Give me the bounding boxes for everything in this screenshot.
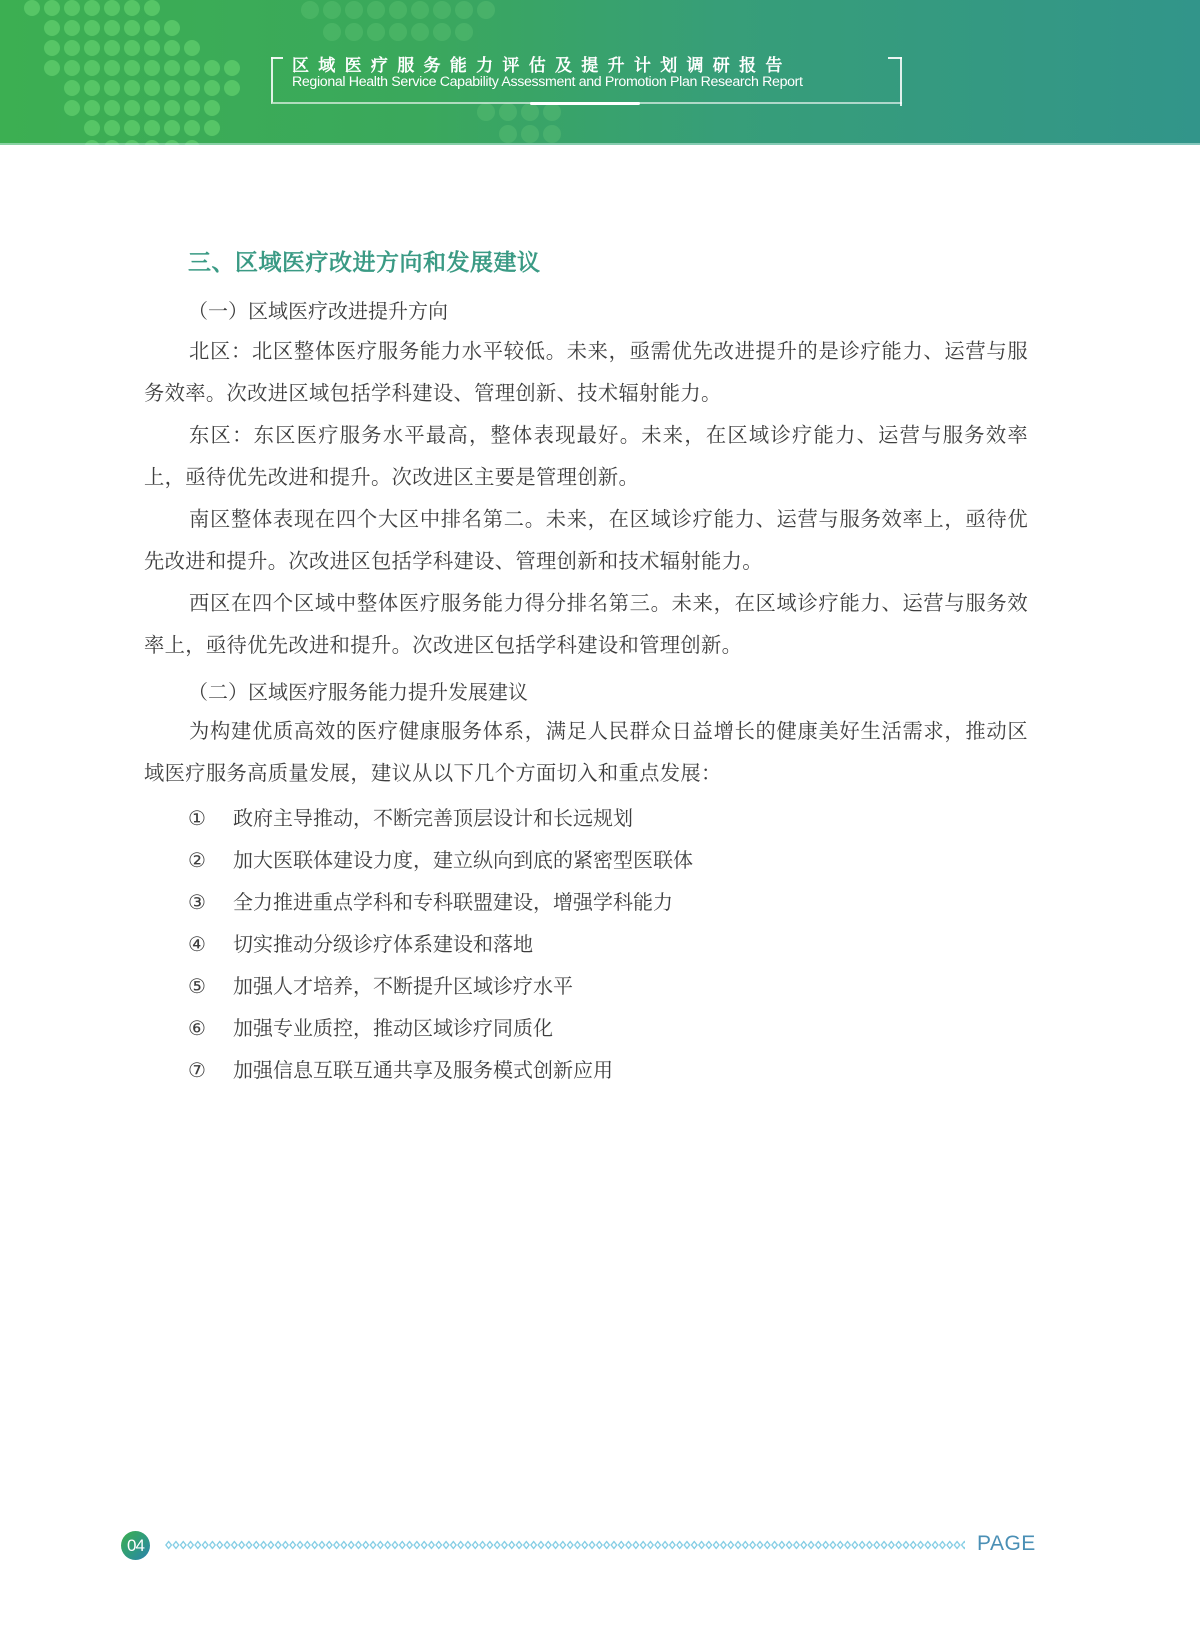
title-frame-highlight	[530, 102, 640, 105]
list-item	[188, 970, 573, 999]
paragraph-north: 北区：北区整体医疗服务能力水平较低。未来，亟需优先改进提升的是诊疗能力、运营与服务效率。次改进区域包括学科建设、管理创新、技术辐射能力。	[144, 339, 1028, 405]
list-number: ⑤	[188, 974, 206, 998]
list-item	[188, 1012, 553, 1041]
report-title-cn: 区域医疗服务能力评估及提升计划调研报告	[292, 56, 792, 76]
paragraph-west: 西区在四个区域中整体医疗服务能力得分排名第三。未来，在区域诊疗能力、运营与服务效率上，亟待优先改进和提升。次改进区包括学科建设和管理创新。	[144, 591, 1028, 657]
list-text: 加强人才培养，不断提升区域诊疗水平	[233, 974, 573, 998]
list-number: ①	[188, 806, 206, 830]
page-number-badge: 04	[121, 1531, 150, 1560]
list-number: ⑦	[188, 1058, 206, 1082]
list-text: 切实推动分级诊疗体系建设和落地	[233, 932, 533, 956]
dotted-divider-line	[165, 1539, 965, 1551]
list-number: ④	[188, 932, 206, 956]
paragraph-intro: 为构建优质高效的医疗健康服务体系，满足人民群众日益增长的健康美好生活需求，推动区域医疗服务高质量发展，建议从以下几个方面切入和重点发展：	[144, 719, 1028, 785]
header-banner	[0, 0, 1200, 145]
title-frame-right-edge	[900, 57, 902, 106]
report-title-en: Regional Health Service Capability Assessment and Promotion Plan Research Report	[292, 74, 803, 90]
list-item	[188, 1054, 613, 1083]
list-text: 政府主导推动，不断完善顶层设计和长远规划	[233, 806, 633, 830]
list-number: ②	[188, 848, 206, 872]
list-text: 加强专业质控，推动区域诊疗同质化	[233, 1016, 553, 1040]
title-frame-corner-left	[271, 57, 283, 59]
subsection-heading-1: （一）区域医疗改进提升方向	[188, 299, 448, 323]
page-label: PAGE	[977, 1532, 1036, 1555]
list-text: 全力推进重点学科和专科联盟建设，增强学科能力	[233, 890, 673, 914]
subsection-heading-2: （二）区域医疗服务能力提升发展建议	[188, 680, 528, 704]
list-item	[188, 928, 533, 957]
list-number: ⑥	[188, 1016, 206, 1040]
list-item	[188, 844, 693, 873]
list-number: ③	[188, 890, 206, 914]
list-text: 加强信息互联互通共享及服务模式创新应用	[233, 1058, 613, 1082]
paragraph-south: 南区整体表现在四个大区中排名第二。未来，在区域诊疗能力、运营与服务效率上，亟待优先改进和提升。次改进区包括学科建设、管理创新和技术辐射能力。	[144, 507, 1028, 573]
list-text: 加大医联体建设力度，建立纵向到底的紧密型医联体	[233, 848, 693, 872]
section-title: 三、区域医疗改进方向和发展建议	[188, 250, 541, 276]
list-item	[188, 802, 633, 831]
paragraph-east: 东区：东区医疗服务水平最高，整体表现最好。未来，在区域诊疗能力、运营与服务效率上，亟待优先改进和提升。次改进区主要是管理创新。	[144, 423, 1028, 489]
dot-pattern-decoration	[0, 0, 260, 145]
list-item	[188, 886, 673, 915]
